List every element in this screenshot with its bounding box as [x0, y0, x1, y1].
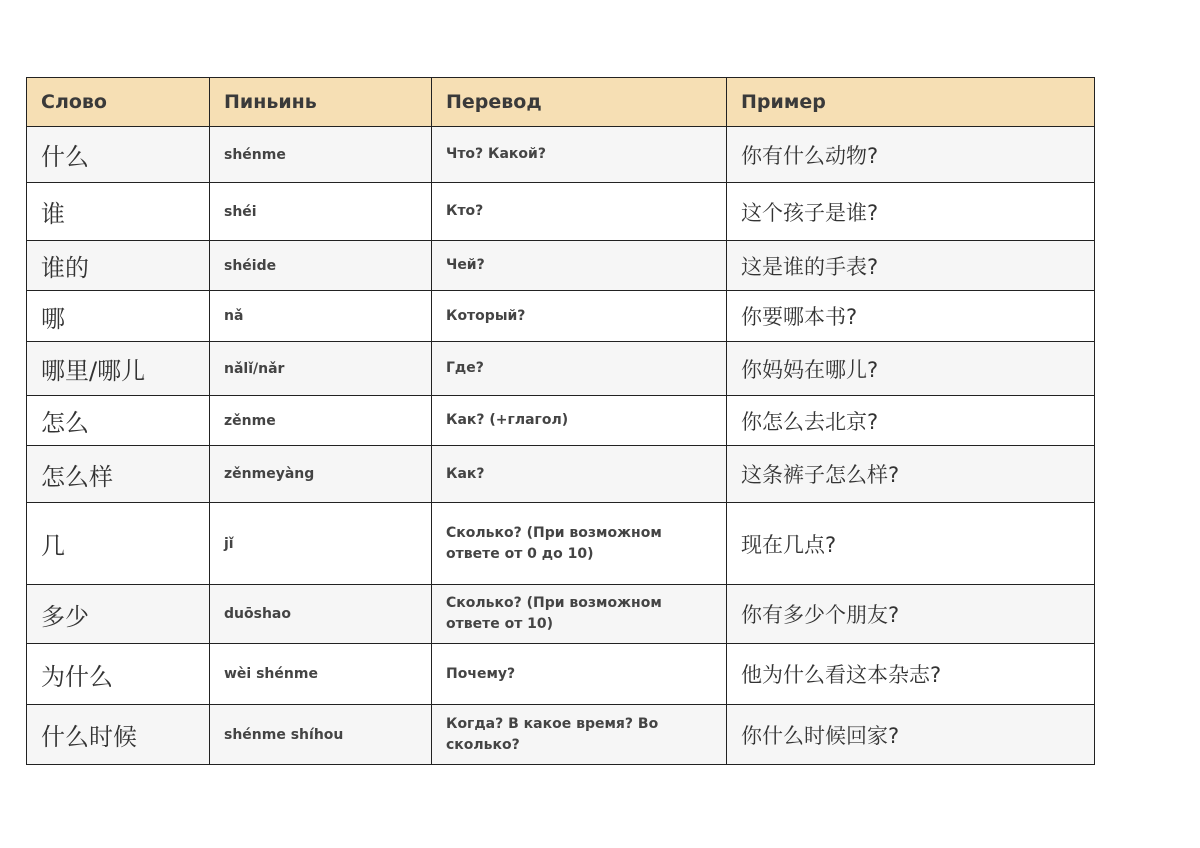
- table-row: [27, 585, 1095, 644]
- table-row: [27, 644, 1095, 705]
- cell-translation: Чей?: [432, 241, 727, 291]
- table-row: [27, 705, 1095, 765]
- table-row: [27, 342, 1095, 396]
- cell-pinyin: shéi: [210, 183, 432, 241]
- cell-translation: Который?: [432, 291, 727, 342]
- table-row: [27, 127, 1095, 183]
- cell-example: 这条裤子怎么样?: [727, 446, 1095, 503]
- cell-word: 哪里/哪儿: [27, 342, 210, 396]
- cell-example: 现在几点?: [727, 503, 1095, 585]
- cell-pinyin: shénme shíhou: [210, 705, 432, 765]
- cell-example: 你要哪本书?: [727, 291, 1095, 342]
- cell-example: 你怎么去北京?: [727, 396, 1095, 446]
- table-row: [27, 291, 1095, 342]
- cell-translation: Где?: [432, 342, 727, 396]
- cell-example: 他为什么看这本杂志?: [727, 644, 1095, 705]
- cell-translation: Как? (+глагол): [432, 396, 727, 446]
- cell-translation: Сколько? (При возможном ответе от 0 до 10): [432, 503, 727, 585]
- cell-word: 几: [27, 503, 210, 585]
- cell-pinyin: nǎ: [210, 291, 432, 342]
- cell-word: 什么: [27, 127, 210, 183]
- cell-pinyin: zěnmeyàng: [210, 446, 432, 503]
- cell-word: 什么时候: [27, 705, 210, 765]
- table-row: [27, 396, 1095, 446]
- table-row: [27, 503, 1095, 585]
- cell-pinyin: zěnme: [210, 396, 432, 446]
- cell-word: 怎么样: [27, 446, 210, 503]
- table-header-row: [27, 78, 1095, 127]
- cell-translation: Сколько? (При возможном ответе от 10): [432, 585, 727, 644]
- cell-word: 为什么: [27, 644, 210, 705]
- cell-example: 你妈妈在哪儿?: [727, 342, 1095, 396]
- cell-word: 哪: [27, 291, 210, 342]
- table-row: [27, 183, 1095, 241]
- header-translation: Перевод: [432, 78, 727, 127]
- cell-pinyin: wèi shénme: [210, 644, 432, 705]
- cell-translation: Как?: [432, 446, 727, 503]
- cell-example: 这是谁的手表?: [727, 241, 1095, 291]
- cell-example: 你什么时候回家?: [727, 705, 1095, 765]
- cell-pinyin: nǎlǐ/nǎr: [210, 342, 432, 396]
- cell-word: 怎么: [27, 396, 210, 446]
- header-example: Пример: [727, 78, 1095, 127]
- cell-translation: Что? Какой?: [432, 127, 727, 183]
- cell-pinyin: shénme: [210, 127, 432, 183]
- cell-translation: Почему?: [432, 644, 727, 705]
- cell-translation: Когда? В какое время? Во сколько?: [432, 705, 727, 765]
- cell-pinyin: duōshao: [210, 585, 432, 644]
- cell-translation: Кто?: [432, 183, 727, 241]
- cell-pinyin: shéide: [210, 241, 432, 291]
- cell-word: 多少: [27, 585, 210, 644]
- cell-pinyin: jǐ: [210, 503, 432, 585]
- table-row: [27, 446, 1095, 503]
- table-row: [27, 241, 1095, 291]
- cell-example: 你有多少个朋友?: [727, 585, 1095, 644]
- cell-example: 这个孩子是谁?: [727, 183, 1095, 241]
- header-pinyin: Пиньинь: [210, 78, 432, 127]
- vocabulary-table: [26, 77, 1095, 765]
- cell-example: 你有什么动物?: [727, 127, 1095, 183]
- cell-word: 谁: [27, 183, 210, 241]
- cell-word: 谁的: [27, 241, 210, 291]
- header-word: Слово: [27, 78, 210, 127]
